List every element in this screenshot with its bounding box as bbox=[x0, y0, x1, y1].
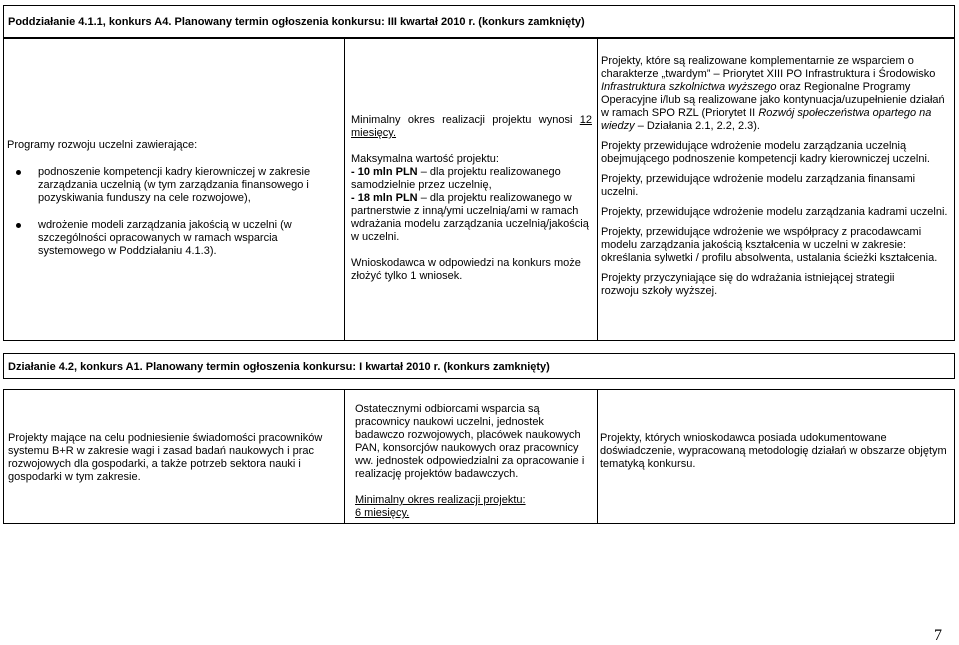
section1-col3-p1: Projekty, które są realizowane komplementarnie ze wsparciem o charakterze „twardym” – Priorytet XIII PO Infrastruktura i Środowisko Infrastruktura szkolnictwa wyższego oraz Regionalne Programy Operacyjne i/lub są realizowane jako kontynuacja/uzupełnienie działań w ramach SPO RZL (Priorytet II Rozwój społeczeństwa opartego na wiedzy – Działania 2.1, 2.2, 2.3). bbox=[601, 55, 945, 132]
section1-col3 bbox=[601, 55, 953, 298]
section1-table bbox=[3, 38, 955, 341]
section1-col-divider-1 bbox=[344, 39, 345, 340]
section2-header: Działanie 4.2, konkurs A1. Planowany termin ogłoszenia konkursu: I kwartał 2010 r. (konkurs zamknięty) bbox=[8, 361, 550, 373]
bullet-icon bbox=[16, 223, 21, 228]
section2-col2 bbox=[355, 403, 593, 520]
section1-col3-p6: Projekty przyczyniające się do wdrażania istniejącej strategii rozwoju szkoły wyższej. bbox=[601, 272, 895, 297]
section1-header: Poddziałanie 4.1.1, konkurs A4. Planowany termin ogłoszenia konkursu: III kwartał 2010 r. (konkurs zamknięty) bbox=[8, 16, 585, 28]
section1-col1-list bbox=[7, 166, 337, 258]
section2-table bbox=[3, 389, 955, 524]
section1-col3-p4: Projekty, przewidujące wdrożenie modelu zarządzania kadrami uczelni. bbox=[601, 206, 948, 218]
max-value-title: Maksymalna wartość projektu: bbox=[351, 153, 499, 165]
max-value-1: - 10 mln PLN – dla projektu realizowanego samodzielnie przez uczelnię, bbox=[351, 166, 561, 191]
section2-col-divider-2 bbox=[597, 390, 598, 523]
section2-header-box bbox=[3, 353, 955, 379]
applicant-note: Wnioskodawca w odpowiedzi na konkurs może złożyć tylko 1 wniosek. bbox=[351, 257, 581, 282]
section1-col3-p5: Projekty, przewidujące wdrożenie we współpracy z pracodawcami modelu zarządzania jakością kształcenia w uczelni w zakresie: określania sylwetki / profilu absolwenta, ustalania ścieżki kształcenia. bbox=[601, 226, 938, 264]
list-item: podnoszenie kompetencji kadry kierowniczej w zakresie zarządzania uczelnią (w tym zarządzania finansowego i pozyskiwania funduszy na cele rozwojowe), bbox=[16, 166, 337, 205]
section1-header-box bbox=[3, 5, 955, 38]
page-number: 7 bbox=[934, 627, 942, 644]
section2-col1: Projekty mające na celu podniesienie świadomości pracowników systemu B+R w zakresie wagi i zasad badań naukowych i prac rozwojowych dla gospodarki, a także potrzeb sektora nauki i gospodarki w tym zakresie. bbox=[8, 432, 323, 483]
list-item: wdrożenie modeli zarządzania jakością w uczelni (w szczególności opracowanych w ramach wsparcia systemowego w Poddziałaniu 4.1.3). bbox=[16, 219, 337, 258]
section2-col3: Projekty, których wnioskodawca posiada udokumentowane doświadczenie, wypracowaną metodologię działań w obszarze objętym tematyką konkursu. bbox=[600, 432, 947, 470]
section1-col1 bbox=[7, 139, 337, 258]
section1-col1-intro: Programy rozwoju uczelni zawierające: bbox=[7, 139, 198, 151]
max-value-2: - 18 mln PLN – dla projektu realizowanego w partnerstwie z inną/ymi uczelnią/ami w ramach wdrażania modelu zarządzania uczelnią/jakością w uczelni. bbox=[351, 192, 589, 243]
min-duration: Minimalny okres realizacji projektu wynosi 12 miesięcy. bbox=[351, 114, 592, 139]
section2-min-duration-value: 6 miesięcy. bbox=[355, 507, 410, 519]
bullet-icon bbox=[16, 170, 21, 175]
section1-col2 bbox=[351, 114, 592, 283]
section1-col3-p2: Projekty przewidujące wdrożenie modelu zarządzania uczelnią obejmującego podnoszenie kompetencji kadry kierowniczej uczelni. bbox=[601, 140, 930, 165]
section2-col2-recipients: Ostatecznymi odbiorcami wsparcia są pracownicy naukowi uczelni, jednostek badawczo rozwojowych, placówek naukowych PAN, konsorcjów naukowych oraz pracownicy ww. jednostek odpowiedzialni za opracowanie i realizację projektów badawczych. bbox=[355, 403, 585, 480]
section2-col-divider-1 bbox=[344, 390, 345, 523]
section2-min-duration-label: Minimalny okres realizacji projektu: bbox=[355, 494, 526, 506]
section1-col-divider-2 bbox=[597, 39, 598, 340]
section1-col3-p3: Projekty, przewidujące wdrożenie modelu zarządzania finansami uczelni. bbox=[601, 173, 916, 198]
